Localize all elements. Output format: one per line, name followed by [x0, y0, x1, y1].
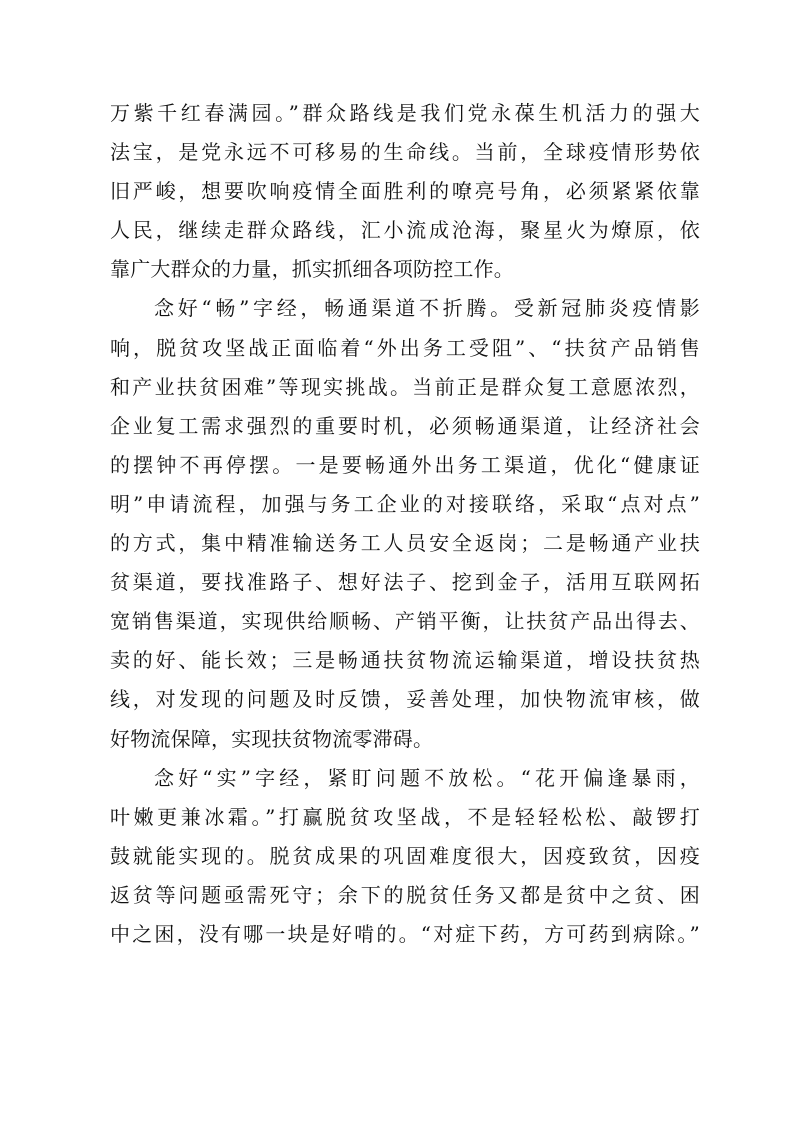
text-line: 企业复工需求强烈的重要时机，必须畅通渠道，让经济社会: [110, 413, 700, 438]
text-line: 贫渠道，要找准路子、想好法子、挖到金子，活用互联网拓: [110, 570, 700, 595]
text-line: 鼓就能实现的。脱贫成果的巩固难度很大，因疫致贫，因疫: [110, 843, 700, 868]
text-line: 中之困，没有哪一块是好啃的。“对症下药，方可药到病除。”: [110, 921, 700, 946]
text-line: 念好“畅”字经，畅通渠道不折腾。受新冠肺炎疫情影: [154, 296, 700, 321]
text-line: 万紫千红春满园。”群众路线是我们党永葆生机活力的强大: [110, 101, 700, 125]
text-line: 返贫等问题亟需死守；余下的脱贫任务又都是贫中之贫、困: [110, 882, 700, 907]
text-line: 明”申请流程，加强与务工企业的对接联络，采取“点对点”: [110, 491, 700, 516]
text-line: 好物流保障，实现扶贫物流零滞碍。: [110, 726, 434, 751]
text-line: 的方式，集中精准输送务工人员安全返岗；二是畅通产业扶: [110, 531, 700, 556]
text-line: 和产业扶贫困难”等现实挑战。当前正是群众复工意愿浓烈，: [110, 374, 700, 399]
text-line: 靠广大群众的力量，抓实抓细各项防控工作。: [110, 257, 514, 282]
text-line: 的摆钟不再停摆。一是要畅通外出务工渠道，优化“健康证: [110, 452, 700, 477]
text-line: 叶嫩更兼冰霜。”打赢脱贫攻坚战，不是轻轻松松、敲锣打: [110, 804, 700, 829]
text-line: 念好“实”字经，紧盯问题不放松。“花开偏逢暴雨，: [154, 765, 700, 790]
text-line: 人民，继续走群众路线，汇小流成沧海，聚星火为燎原，依: [110, 218, 700, 243]
text-line: 响，脱贫攻坚战正面临着“外出务工受阻”、“扶贫产品销售: [110, 335, 700, 360]
text-line: 宽销售渠道，实现供给顺畅、产销平衡，让扶贫产品出得去、: [110, 609, 700, 634]
text-line: 法宝，是党永远不可移易的生命线。当前，全球疫情形势依: [110, 140, 700, 165]
text-line: 旧严峻，想要吹响疫情全面胜利的嘹亮号角，必须紧紧依靠: [110, 179, 700, 204]
text-line: 线，对发现的问题及时反馈，妥善处理，加快物流审核，做: [110, 687, 700, 712]
text-line: 卖的好、能长效；三是畅通扶贫物流运输渠道，增设扶贫热: [110, 648, 700, 673]
body-text: [110, 94, 700, 954]
